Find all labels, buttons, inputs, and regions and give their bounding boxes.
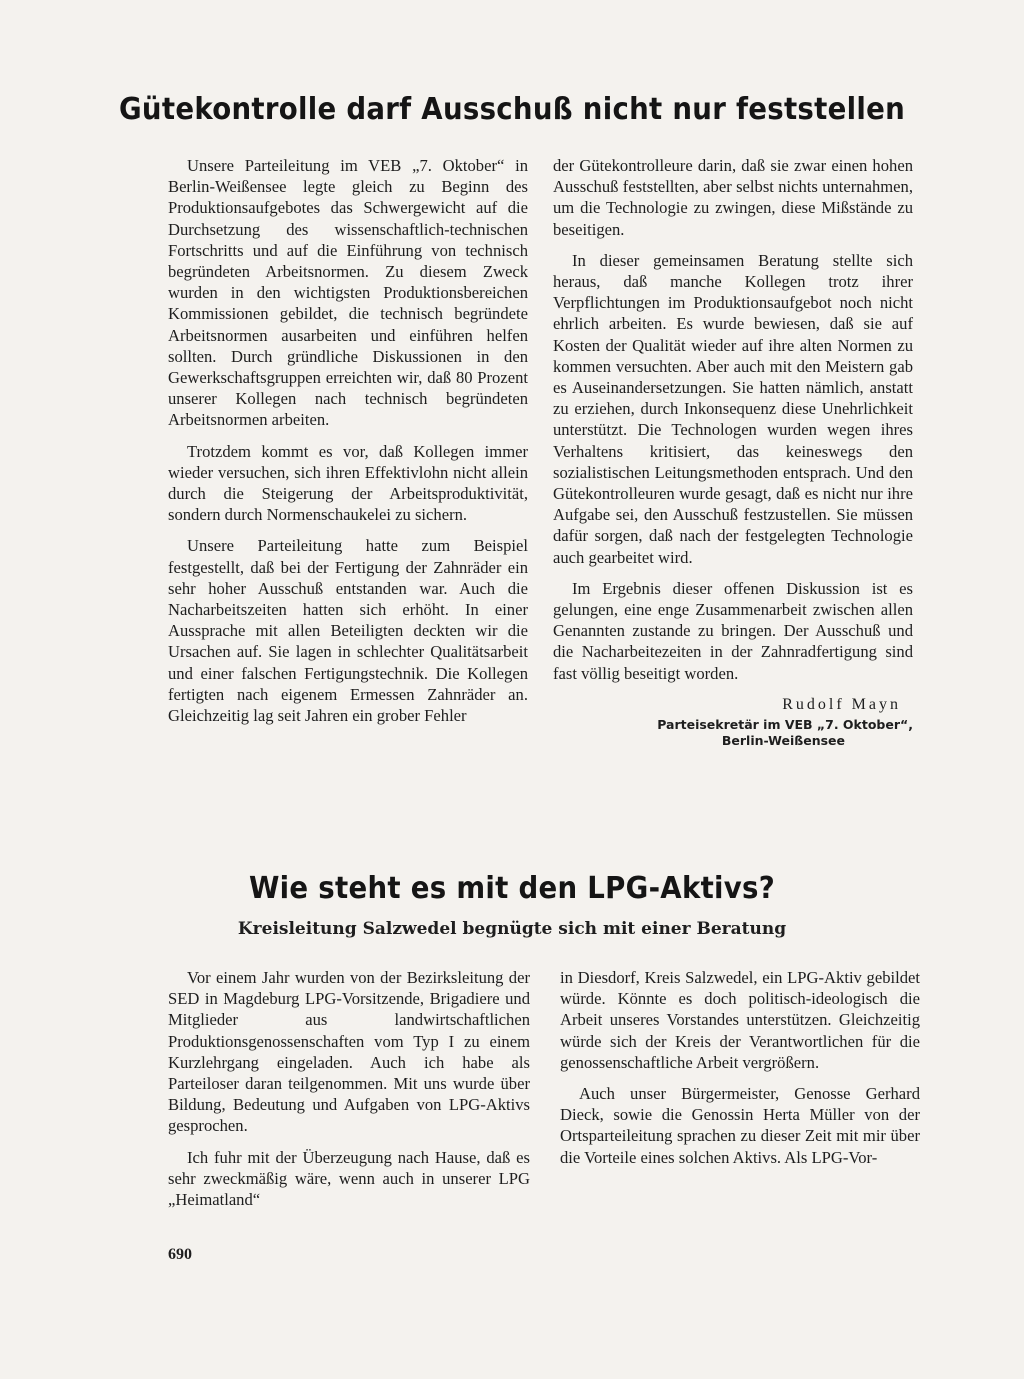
page-number: 690 (168, 1246, 192, 1263)
author-role-line-1: Parteisekretär im VEB „7. Oktober“, (657, 717, 913, 733)
author-role-line-2: Berlin-Weißensee (721, 733, 845, 749)
article-1-left-column (168, 155, 528, 736)
paragraph: Ich fuhr mit der Überzeugung nach Hause, daß es sehr zweckmäßig wäre, wenn auch in unserer LPG „Heimatland“ (168, 1147, 530, 1210)
paragraph: Unsere Parteileitung hatte zum Beispiel festgestellt, daß bei der Fertigung der Zahnräder ein sehr hoher Ausschuß entstanden war. Auch die Nacharbeitszeiten hatten sich erhöht. In einer Aussprache mit allen Beteiligten deckten wir die Ursachen auf. Sie lagen in schlechter Qualitätsarbeit und einer falschen Fertigungstechnik. Die Kollegen fertigten nach eigenem Ermessen Zahnräder an. Gleichzeitig lag seit Jahren ein grober Fehler (168, 536, 528, 726)
paragraph-continuation: in Diesdorf, Kreis Salzwedel, ein LPG-Aktiv gebildet würde. Könnte es doch politisch-ideologisch die Arbeit unseres Vorstandes unterstützen. Gleichzeitig würde sich der Kreis der Verantwortlichen für die genossenschaftliche Arbeit vergrößern. (560, 968, 920, 1072)
article-1-title: Gütekontrolle darf Ausschuß nicht nur feststellen (119, 92, 905, 127)
article-2-subtitle: Kreisleitung Salzwedel begnügte sich mit einer Beratung (237, 919, 787, 939)
author-role (553, 717, 913, 749)
paragraph: Auch unser Bürgermeister, Genosse Gerhard Dieck, sowie die Genossin Herta Müller von der Ortsparteileitung sprachen zu dieser Zeit mit mir über die Vorteile eines solchen Aktivs. Als LPG-Vor- (560, 1084, 920, 1167)
article-2-left-column (168, 967, 530, 1220)
paragraph: Im Ergebnis dieser offenen Diskussion ist es gelungen, eine enge Zusammenarbeit zwischen allen Genannten zustande zu bringen. Der Ausschuß und die Nacharbeitezeiten in der Zahnradfertigung sind fast völlig beseitigt worden. (553, 578, 913, 683)
paragraph: Trotzdem kommt es vor, daß Kollegen immer wieder versuchen, sich ihren Effektivlohn nicht allein durch die Steigerung der Arbeitsproduktivität, sondern durch Normenschaukelei zu sichern. (168, 441, 528, 525)
paragraph: In dieser gemeinsamen Beratung stellte sich heraus, daß manche Kollegen trotz ihrer Verpflichtungen im Produktionsaufgebot noch nicht ehrlich arbeiten. Es wurde bewiesen, daß sie auf Kosten der Qualität wieder auf ihre alten Normen zu kommen versuchten. Aber auch mit den Meistern gab es Auseinandersetzungen. Sie hatten nämlich, anstatt zu erziehen, durch Inkonsequenz diese Unehrlichkeit unterstützt. Die Technologen wurden wegen ihres Verhaltens kritisiert, das keineswegs den sozialistischen Leitungsmethoden entsprach. Und den Gütekontrolleuren wurde gesagt, daß es nicht nur ihre Aufgabe sei, den Ausschuß festzustellen. Sie müssen dafür sorgen, daß nach der festgelegten Technologie auch gearbeitet wird. (553, 250, 913, 567)
article-2-right-column (560, 967, 920, 1178)
paragraph-continuation: der Gütekontrolleure darin, daß sie zwar einen hohen Ausschuß feststellten, aber selbst nichts unternahmen, um die Technologie zu zwingen, diese Mißstände zu beseitigen. (553, 156, 913, 239)
article-1-right-column (553, 155, 913, 749)
paragraph: Unsere Parteileitung im VEB „7. Oktober“ in Berlin-Weißensee legte gleich zu Beginn des Produktionsaufgebotes das Schwergewicht auf die Durchsetzung des wissenschaftlich-technischen Fortschritts und auf die Einführung von technisch begründeten Arbeitsnormen. Zu diesem Zweck wurden in den wichtigsten Produktionsbereichen Kommissionen gebildet, die technisch begründete Arbeitsnormen ausarbeiten und einführen helfen sollten. Durch gründliche Diskussionen in den Gewerkschaftsgruppen erreichten wir, daß 80 Prozent unserer Kollegen nach technisch begründeten Arbeitsnormen arbeiten. (168, 156, 528, 430)
article-2-title: Wie steht es mit den LPG-Aktivs? (248, 871, 776, 906)
author-name: Rudolf Mayn (782, 695, 901, 713)
paragraph: Vor einem Jahr wurden von der Bezirksleitung der SED in Magdeburg LPG-Vorsitzende, Brigadiere und Mitglieder aus landwirtschaftlichen Produktionsgenossenschaften vom Typ I zu einem Kurzlehrgang eingeladen. Auch ich habe als Parteiloser daran teilgenommen. Mit uns wurde über Bildung, Bedeutung und Aufgaben von LPG-Aktivs gesprochen. (168, 968, 530, 1136)
